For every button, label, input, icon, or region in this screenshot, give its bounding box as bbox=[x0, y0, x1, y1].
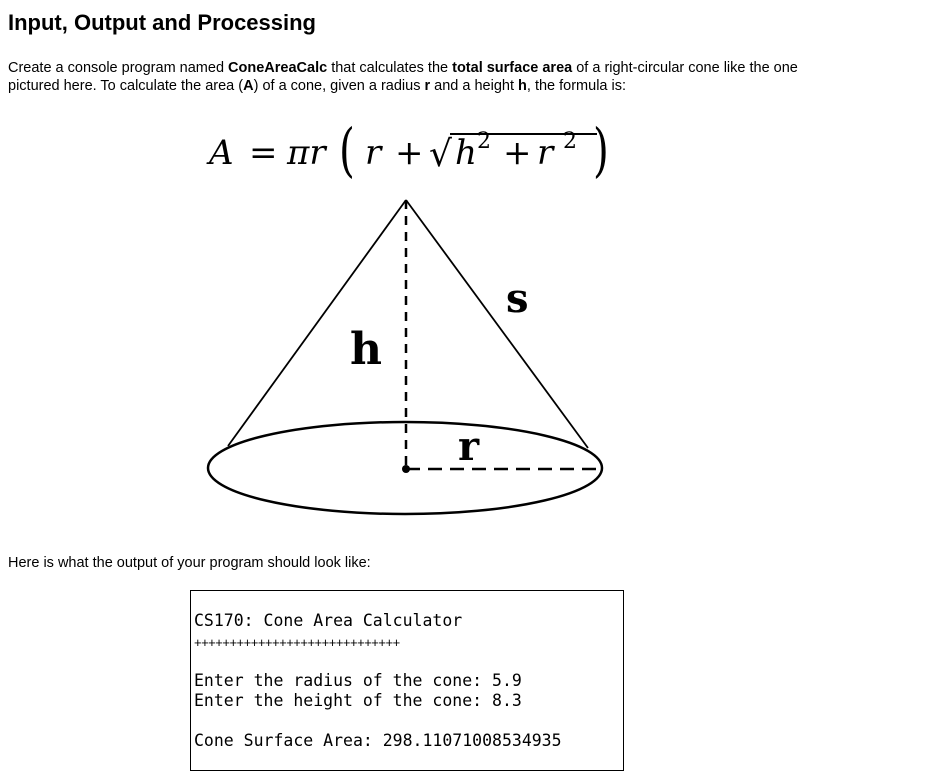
label-r: r bbox=[458, 423, 480, 470]
para-text-3: of a right-circular cone like the one pictured here. To calculate the area ( bbox=[8, 60, 798, 94]
console-height-prompt: Enter the height of the cone: 8.3 bbox=[194, 691, 522, 710]
formula-plus: + bbox=[395, 133, 424, 173]
cone-slant-side bbox=[406, 200, 588, 448]
para-text-2: that calculates the bbox=[327, 60, 453, 76]
formula-r2: r bbox=[537, 133, 554, 173]
label-h: h bbox=[350, 324, 382, 375]
formula-r: r bbox=[365, 133, 382, 173]
para-text-6: , the formula is: bbox=[526, 78, 627, 94]
emphasis-total-surface-area: total surface area bbox=[452, 60, 573, 76]
page-heading: Input, Output and Processing bbox=[8, 10, 316, 35]
formula-h-exponent: 2 bbox=[477, 129, 491, 154]
console-radius-prompt: Enter the radius of the cone: 5.9 bbox=[194, 671, 522, 690]
height-variable: h bbox=[518, 78, 527, 94]
formula-sqrt-sign: √ bbox=[429, 134, 452, 175]
formula-h: h bbox=[455, 133, 477, 173]
radius-variable: r bbox=[424, 78, 431, 94]
program-name: ConeAreaCalc bbox=[228, 60, 328, 76]
output-intro: Here is what the output of your program should look like: bbox=[8, 555, 371, 571]
console-title: CS170: Cone Area Calculator bbox=[194, 611, 463, 630]
para-text-5: and a height bbox=[430, 78, 519, 94]
formula-pi-r: πr bbox=[287, 133, 326, 173]
formula-r-exponent: 2 bbox=[563, 129, 577, 154]
label-s: s bbox=[506, 275, 529, 322]
console-result: Cone Surface Area: 298.11071008534935 bbox=[194, 731, 562, 750]
formula-right-paren: ) bbox=[593, 118, 609, 184]
formula-left-paren: ( bbox=[339, 118, 355, 184]
formula-plus-2: + bbox=[503, 133, 532, 173]
console-output-box bbox=[190, 590, 624, 771]
area-variable: A bbox=[243, 78, 254, 94]
cone-left-side bbox=[228, 200, 406, 446]
cone-area-formula bbox=[205, 118, 625, 194]
formula-equals: = bbox=[249, 133, 278, 173]
console-separator: +++++++++++++++++++++++++++++ bbox=[194, 635, 400, 650]
cone-center-point bbox=[402, 465, 410, 473]
formula-lhs: A bbox=[209, 133, 234, 173]
instructions-paragraph bbox=[8, 59, 848, 95]
para-text-1: Create a console program named bbox=[8, 60, 229, 76]
cone-diagram bbox=[200, 192, 620, 522]
para-text-4: ) of a cone, given a radius bbox=[253, 78, 425, 94]
